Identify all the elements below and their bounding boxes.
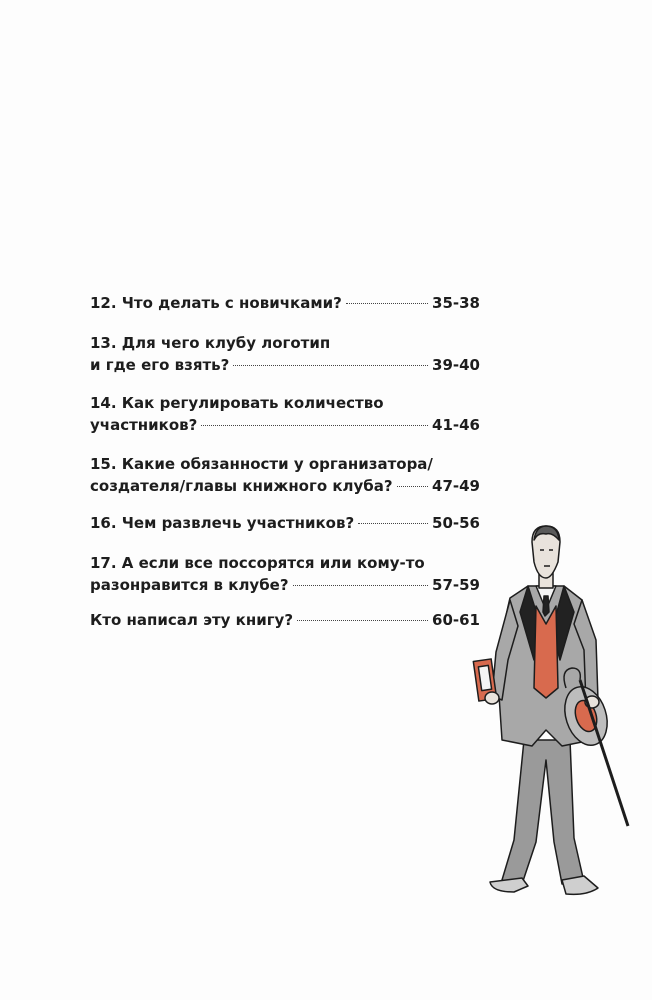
- dot-leader: [201, 425, 428, 426]
- toc-entry-15[interactable]: [90, 453, 480, 497]
- toc-entry-author[interactable]: [90, 609, 480, 631]
- toc-entry-title: 13. Для чего клубу логотип: [90, 334, 331, 352]
- toc-entry-title-cont: участников?: [90, 416, 198, 434]
- toc-entry-13[interactable]: [90, 332, 480, 376]
- toc-entry-pages: 60-61: [432, 611, 480, 629]
- toc-entry-pages: 35-38: [432, 294, 480, 312]
- toc-entry-pages: 50-56: [432, 514, 480, 532]
- toc-entry-title: 16. Чем развлечь участников?: [90, 514, 355, 532]
- dot-leader: [233, 365, 428, 366]
- toc-entry-pages: 41-46: [432, 416, 480, 434]
- toc-entry-12[interactable]: [90, 292, 480, 314]
- toc-entry-title-cont: разонравится в клубе?: [90, 576, 289, 594]
- toc-entry-title: 15. Какие обязанности у организатора/: [90, 455, 433, 473]
- gentleman-illustration: [462, 520, 632, 920]
- toc-entry-title-cont: создателя/главы книжного клуба?: [90, 477, 393, 495]
- dot-leader: [358, 523, 428, 524]
- dot-leader: [297, 620, 428, 621]
- toc-entry-pages: 47-49: [432, 477, 480, 495]
- toc-entry-title: 12. Что делать с новичками?: [90, 294, 342, 312]
- dot-leader: [293, 585, 428, 586]
- toc-entry-17[interactable]: [90, 552, 480, 596]
- toc-entry-pages: 57-59: [432, 576, 480, 594]
- toc-entry-title: Кто написал эту книгу?: [90, 611, 294, 629]
- toc-entry-title: 14. Как регулировать количество: [90, 394, 384, 412]
- toc-entry-14[interactable]: [90, 392, 480, 436]
- toc-entry-title: 17. А если все поссорятся или кому-то: [90, 554, 425, 572]
- toc-entry-16[interactable]: [90, 512, 480, 534]
- toc-entry-title-cont: и где его взять?: [90, 356, 230, 374]
- toc-entry-pages: 39-40: [432, 356, 480, 374]
- dot-leader: [397, 486, 428, 487]
- dot-leader: [346, 303, 428, 304]
